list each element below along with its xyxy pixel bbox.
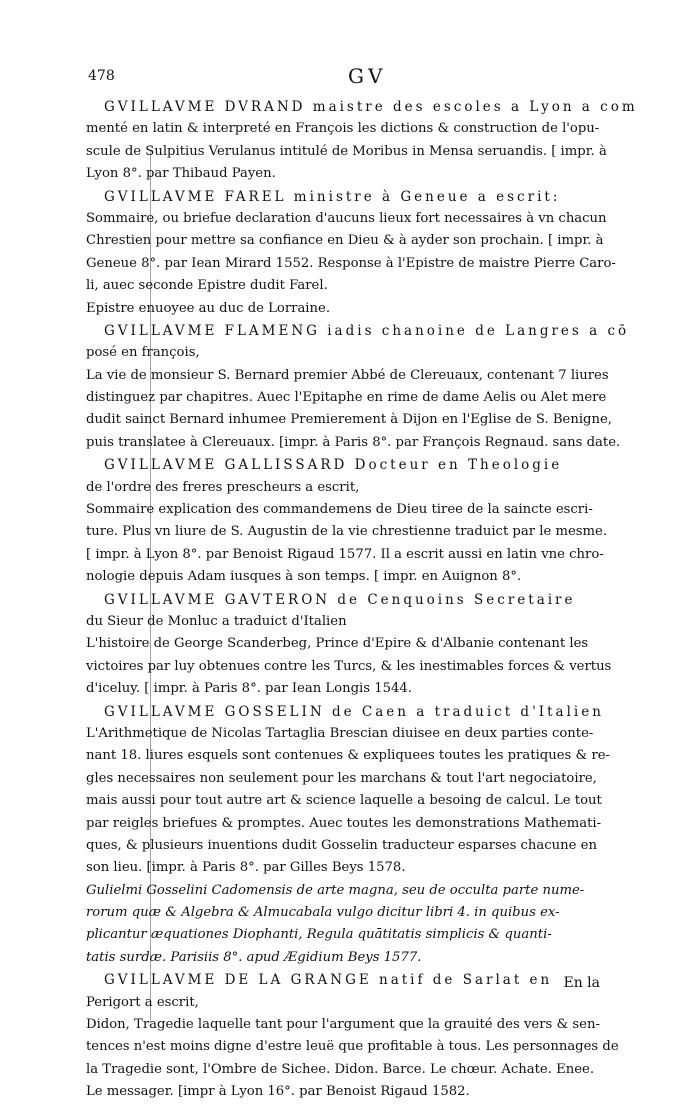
text-line: nologie depuis Adam iusques à son temps. [ impr. en Auignon 8°. [86,569,522,585]
page-header [88,64,656,92]
text-line: menté en latin & interpreté en François les dictions & construction de l'opu- [86,121,600,137]
text-line: [ impr. à Lyon 8°. par Benoist Rigaud 1577. Il a escrit aussi en latin vne chro- [86,546,604,562]
text-line: gles necessaires non seulement pour les marchans & tout l'art negociatoire, [86,770,597,786]
text-line: de l'ordre des freres prescheurs a escrit, [86,479,360,495]
text-line: scule de Sulpitius Verulanus intitulé de Moribus in Mensa seruandis. [ impr. à [86,143,607,159]
text-line: Perigort a escrit, [86,994,199,1010]
text-line: victoires par luy obtenues contre les Turcs, & les inestimables forces & vertus [86,658,612,674]
text-line: rorum quæ & Algebra & Almucabala vulgo dicitur libri 4. in quibus ex- [86,905,560,921]
text-line: du Sieur de Monluc a traduict d'Italien [86,613,347,629]
text-line: L'Arithmetique de Nicolas Tartaglia Brescian diuisee en deux parties conte- [86,725,594,741]
text-line: son lieu. [impr. à Paris 8°. par Gilles Beys 1578. [86,860,406,876]
text-line: L'histoire de George Scanderbeg, Prince d'Epire & d'Albanie contenant les [86,636,589,652]
text-line: ture. Plus vn liure de S. Augustin de la vie chrestienne traduict par le mesme. [86,524,608,540]
text-line: Lyon 8°. par Thibaud Payen. [86,166,276,182]
text-line: La vie de monsieur S. Bernard premier Abbé de Clereuaux, contenant 7 liures [86,367,609,383]
text-line: la Tragedie sont, l'Ombre de Sichee. Didon. Barce. Le chœur. Achate. Enee. [86,1061,595,1077]
author-entry-line: GVILLAVME DVRAND maistre des escoles a Lyon a com [104,99,638,115]
text-line: puis translatee à Clereuaux. [impr. à Paris 8°. par François Regnaud. sans date. [86,434,621,450]
text-line: par reigles briefues & promptes. Auec toutes les demonstrations Mathemati- [86,815,602,831]
text-line: tatis surdæ. Parisiis 8°. apud Ægidium Beys 1577. [86,949,422,965]
author-entry-line: GVILLAVME DE LA GRANGE natif de Sarlat en [104,972,553,989]
text-line: nant 18. liures esquels sont contenues & expliquees toutes les pratiques & re- [86,748,611,764]
text-line: distinguez par chapitres. Auec l'Epitaphe en rime de dame Aelis ou Alet mere [86,390,607,406]
text-line: Gulielmi Gosselini Cadomensis de arte magna, seu de occulta parte nume- [86,882,585,898]
text-line: Chrestien pour mettre sa confiance en Dieu & à ayder son prochain. [ impr. à [86,233,604,249]
text-line: Geneue 8°. par Iean Mirard 1552. Response à l'Epistre de maistre Pierre Caro- [86,255,616,271]
text-body [86,96,638,1104]
text-line: mais aussi pour tout autre art & science laquelle a besoing de calcul. Le tout [86,793,602,809]
page-number: 478 [88,68,115,84]
text-line: Sommaire explication des commandemens de Dieu tiree de la saincte escri- [86,502,593,518]
text-line: Didon, Tragedie laquelle tant pour l'argument que la grauité des vers & sen- [86,1017,600,1033]
text-line: Le messager. [impr à Lyon 16°. par Benoist Rigaud 1582. [86,1084,470,1100]
text-line: posé en françois, [86,345,200,361]
text-line: tences n'est moins digne d'estre leuë que profitable à tous. Les personnages de [86,1039,619,1055]
author-entry-line: GVILLAVME FAREL ministre à Geneue a escrit: [104,188,561,205]
author-entry-line: GVILLAVME GAVTERON de Cenquoins Secretaire [104,591,576,608]
text-line: d'iceluy. [ impr. à Paris 8°. par Iean Longis 1544. [86,681,412,697]
text-line: Epistre enuoyee au duc de Lorraine. [86,300,331,316]
text-line: Sommaire, ou briefue declaration d'aucuns lieux fort necessaires à vn chacun [86,210,607,226]
author-entry-line: GVILLAVME FLAMENG iadis chanoine de Langres a cō [104,322,630,339]
text-line: dudit sainct Bernard inhumee Premierement à Dijon en l'Eglise de S. Benigne, [86,412,612,428]
text-line: plicantur æquationes Diophanti, Regula quātitatis simplicis & quanti- [86,927,552,943]
author-entry-line: GVILLAVME GOSSELIN de Caen a traduict d'Italien [104,703,604,720]
text-line: li, auec seconde Epistre dudit Farel. [86,278,328,294]
running-head: GV [348,64,387,88]
text-line: ques, & plusieurs inuentions dudit Gosselin traducteur esparses chacune en [86,837,597,853]
catchword: En la [563,975,600,991]
author-entry-line: GVILLAVME GALLISSARD Docteur en Theologie [104,457,563,474]
